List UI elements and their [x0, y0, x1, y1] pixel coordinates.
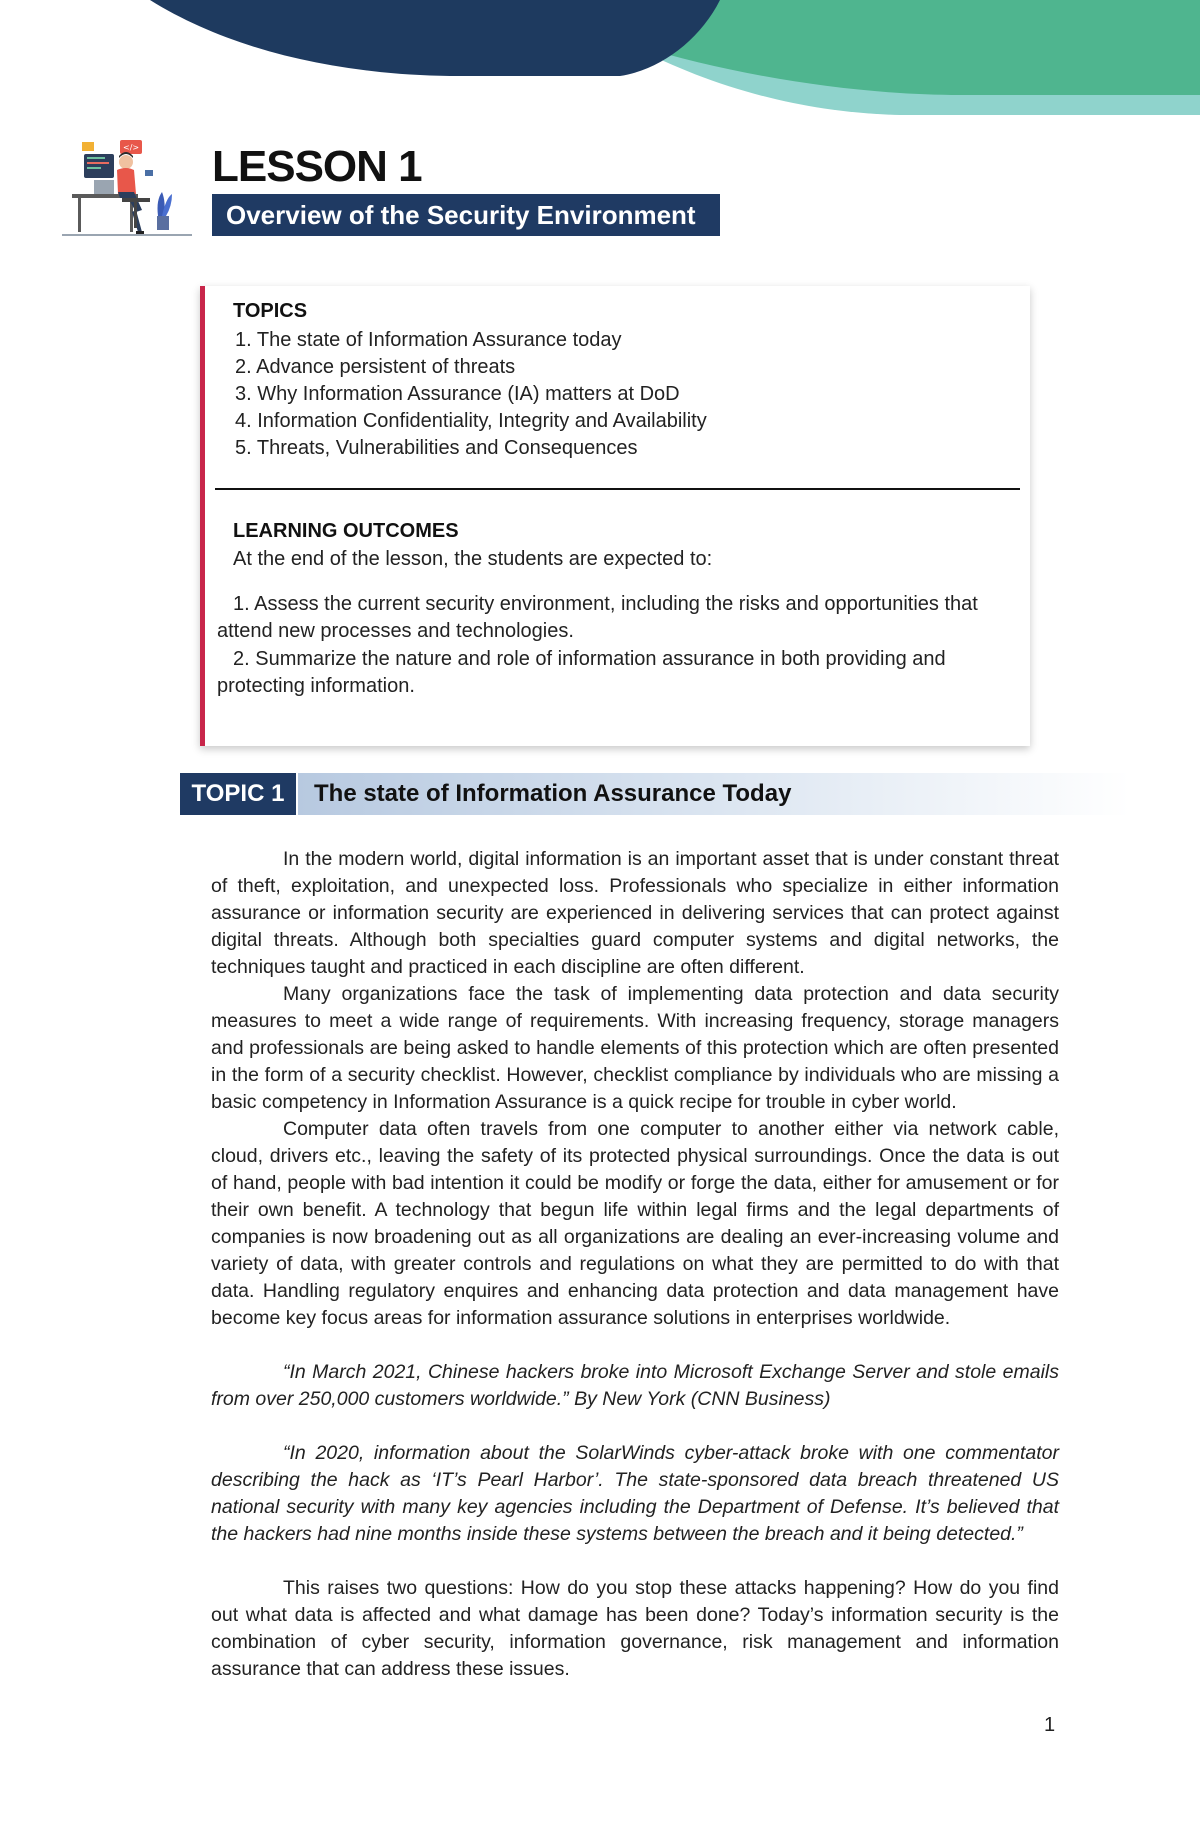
closing-paragraph: This raises two questions: How do you stop these attacks happening? How do you find out what data is affected and what damage has been done? Today’s information security is the combination of cyber security, information governance, risk management and information assurance that can address these issues.	[211, 1577, 1059, 1680]
topic-list-item: 5. Threats, Vulnerabilities and Consequences	[235, 437, 638, 459]
quote-solarwinds: “In 2020, information about the SolarWinds cyber-attack broke with one commentator describing the hack as ‘IT’s Pearl Harbor’. The state-sponsored data breach threatened US national security with many key agencies including the Department of Defense. It’s believed that the hackers had nine months inside these systems between the breach and it being detected.”	[211, 1442, 1059, 1545]
topic-1-body	[211, 846, 1059, 1683]
topic-list-item: 3. Why Information Assurance (IA) matters at DoD	[235, 383, 680, 405]
card-divider	[215, 488, 1020, 490]
lesson-title: LESSON 1	[212, 142, 422, 191]
topics-list	[233, 327, 707, 462]
page-number: 1	[1044, 1714, 1056, 1736]
topic-1-heading-bar	[180, 773, 1130, 815]
topic-title: The state of Information Assurance Today	[298, 773, 1130, 815]
learning-outcomes-heading: LEARNING OUTCOMES	[233, 520, 459, 542]
topics-section	[233, 300, 707, 462]
outcome-item: 2. Summarize the nature and role of information assurance in both providing and protecting information.	[217, 648, 946, 697]
outcome-item: 1. Assess the current security environment, including the risks and opportunities that attend new processes and technologies.	[217, 593, 978, 642]
topics-heading: TOPICS	[233, 300, 308, 322]
topic-list-item: 4. Information Confidentiality, Integrity and Availability	[235, 410, 707, 432]
quote-microsoft-exchange: “In March 2021, Chinese hackers broke into Microsoft Exchange Server and stole emails from over 250,000 customers worldwide.” By New York (CNN Business)	[211, 1361, 1059, 1410]
lesson-overview-card	[200, 286, 1030, 746]
developer-at-desk-illustration	[62, 136, 192, 240]
svg-text:</>: </>	[123, 143, 140, 152]
learning-outcomes-section	[217, 520, 1016, 701]
body-paragraph: Computer data often travels from one computer to another either via network cable, cloud, drivers etc., leaving the safety of its protected physical surroundings. Once the data is out of hand, people with bad intention it could be modify or forge the data, either for amusement or for their own benefit. A technology that begun life within legal firms and the legal departments of companies is now broadening out as all organizations are dealing an ever-increasing volume and variety of data, with greater controls and regulations on what they are permitted to do with that data. Handling regulatory enquires and enhancing data protection and data management have become key focus areas for information assurance solutions in enterprises worldwide.	[211, 1118, 1059, 1329]
lesson-subtitle: Overview of the Security Environment	[212, 194, 720, 236]
learning-outcomes-intro: At the end of the lesson, the students are expected to:	[233, 548, 713, 570]
topic-list-item: 2. Advance persistent of threats	[235, 356, 516, 378]
body-paragraph: In the modern world, digital information is an important asset that is under constant threat of theft, exploitation, and unexpected loss. Professionals who specialize in either information assurance or information security are experienced in delivering services that can protect against digital threats. Although both specialties guard computer systems and digital networks, the techniques taught and practiced in each discipline are often different.	[211, 848, 1059, 978]
topic-tag: TOPIC 1	[180, 773, 296, 815]
body-paragraph: Many organizations face the task of implementing data protection and data security measures to meet a wide range of requirements. With increasing frequency, storage managers and professionals are being asked to handle elements of this protection which are often presented in the form of a security checklist. However, checklist compliance by individuals who are missing a basic competency in Information Assurance is a quick recipe for trouble in cyber world.	[211, 983, 1059, 1113]
topic-list-item: 1. The state of Information Assurance today	[235, 329, 622, 351]
header-wave-decoration	[0, 0, 1200, 130]
